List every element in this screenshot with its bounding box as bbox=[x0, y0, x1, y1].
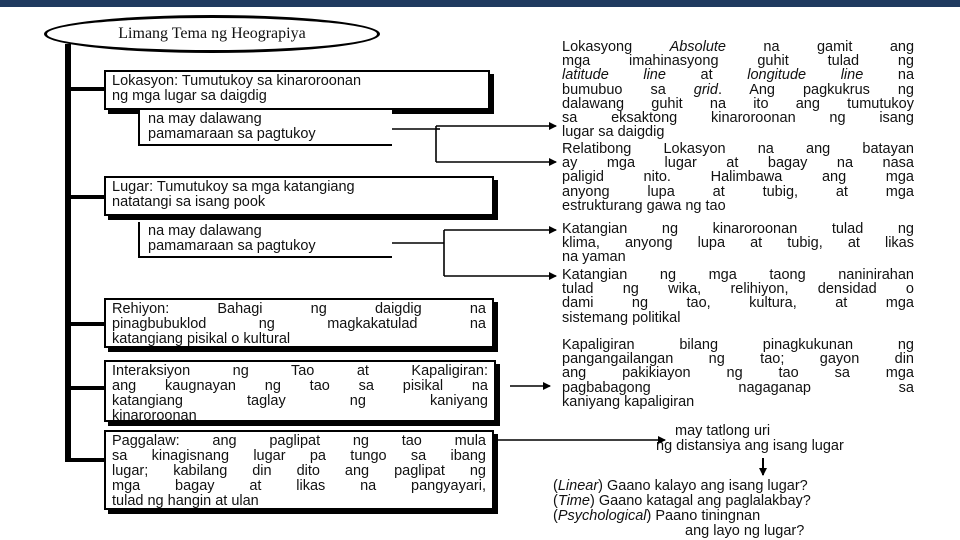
theme-line: mga bagay at likas na pangyayari, bbox=[112, 478, 486, 494]
branch-rehiyon bbox=[68, 322, 104, 326]
sub-note-line: pamamaraan sa pagtukoy bbox=[148, 238, 316, 254]
branch-interaksiyon bbox=[68, 386, 104, 390]
theme-box-rehiyon bbox=[104, 298, 494, 348]
diagram-title: Limang Tema ng Heograpiya bbox=[44, 15, 380, 53]
sub-note-line: pamamaraan sa pagtukoy bbox=[148, 126, 316, 142]
distance-psychological-2: ang layo ng lugar? bbox=[685, 523, 805, 539]
main-trunk-line bbox=[65, 44, 71, 462]
theme-line: katangiang taglay ng kaniyang bbox=[112, 393, 488, 409]
theme-line: lugar; kabilang din dito ang paglipat ng bbox=[112, 463, 486, 479]
theme-box-lugar bbox=[104, 176, 494, 216]
sub-note-lokasyon bbox=[138, 110, 392, 146]
branch-lokasyon bbox=[68, 87, 104, 91]
distance-psychological: (Psychological) Paano tiningnan bbox=[553, 508, 761, 524]
sub-note-line: na may dalawang bbox=[148, 223, 262, 239]
movement-line: may tatlong uri bbox=[675, 423, 771, 439]
theme-line: Lokasyon: Tumutukoy sa kinaroroonan bbox=[112, 73, 362, 89]
desc-relative-location: Relatibong Lokasyon na ang batayan ay mga lugar at bagay na nasa paligid nito. Halimbawa ang mga anyong lupa at tubig, at mga estrukturang gawa ng tao bbox=[562, 141, 914, 214]
desc-absolute-location: Lokasyong Absolute na gamit ang mga imahinasyong guhit tulad ng latitude line at longitude line na bumubuo sa grid. Ang pagkukrus ng dalawang guhit na ito ang tumutukoy sa eksaktong kinaroroonan ng isang lugar sa daigdig bbox=[562, 39, 915, 141]
theme-line: kinaroroonan bbox=[112, 408, 197, 424]
distance-list bbox=[553, 479, 943, 539]
theme-line: sa kinagisnang lugar pa tungo sa ibang bbox=[112, 448, 486, 464]
theme-box-interaksiyon bbox=[104, 360, 496, 422]
theme-box-paggalaw bbox=[104, 430, 494, 510]
fork-lokasyon bbox=[390, 129, 556, 162]
distance-linear: (Linear) Gaano kalayo ang isang lugar? bbox=[553, 478, 808, 494]
sub-note-lugar bbox=[138, 222, 392, 258]
movement-line: ng distansiya ang isang lugar bbox=[656, 438, 844, 454]
distance-time: (Time) Gaano katagal ang paglalakbay? bbox=[553, 493, 811, 509]
branch-paggalaw bbox=[68, 458, 104, 462]
desc-interaction: Kapaligiran bilang pinagkukunan ng pangangailangan ng tao; gayon din ang pakikiayon ng tao sa mga pagbabagong nagaganap sa kaniyang kapaligiran bbox=[562, 337, 914, 410]
theme-line: Paggalaw: ang paglipat ng tao mula bbox=[112, 433, 486, 449]
theme-line: pinagbubuklod ng magkakatulad na bbox=[112, 316, 486, 332]
desc-movement-types bbox=[672, 424, 942, 439]
theme-line: ang kaugnayan ng tao sa pisikal na bbox=[112, 378, 488, 394]
theme-line: tulad ng hangin at ulan bbox=[112, 493, 259, 509]
fork-lokasyon-top bbox=[436, 126, 556, 129]
desc-movement-types-2 bbox=[656, 439, 946, 454]
theme-box-lokasyon bbox=[104, 70, 490, 110]
desc-physical-traits: Katangian ng kinaroroonan tulad ng klima, anyong lupa at tubig, at likas na yaman bbox=[562, 221, 914, 266]
branch-lugar bbox=[68, 195, 104, 199]
theme-line: natatangi sa isang pook bbox=[112, 194, 266, 210]
sub-note-line: na may dalawang bbox=[148, 111, 262, 127]
theme-line: Interaksiyon ng Tao at Kapaligiran: bbox=[112, 363, 488, 379]
desc-human-traits: Katangian ng mga taong naninirahan tulad ng wika, relihiyon, densidad o dami ng tao, kultura, at mga sistemang politikal bbox=[562, 267, 914, 326]
theme-line: ng mga lugar sa daigdig bbox=[112, 88, 267, 104]
theme-line: Rehiyon: Bahagi ng daigdig na bbox=[112, 301, 486, 317]
fork-lugar bbox=[390, 230, 556, 276]
theme-line: katangiang pisikal o kultural bbox=[112, 331, 291, 347]
theme-line: Lugar: Tumutukoy sa mga katangiang bbox=[112, 179, 355, 195]
